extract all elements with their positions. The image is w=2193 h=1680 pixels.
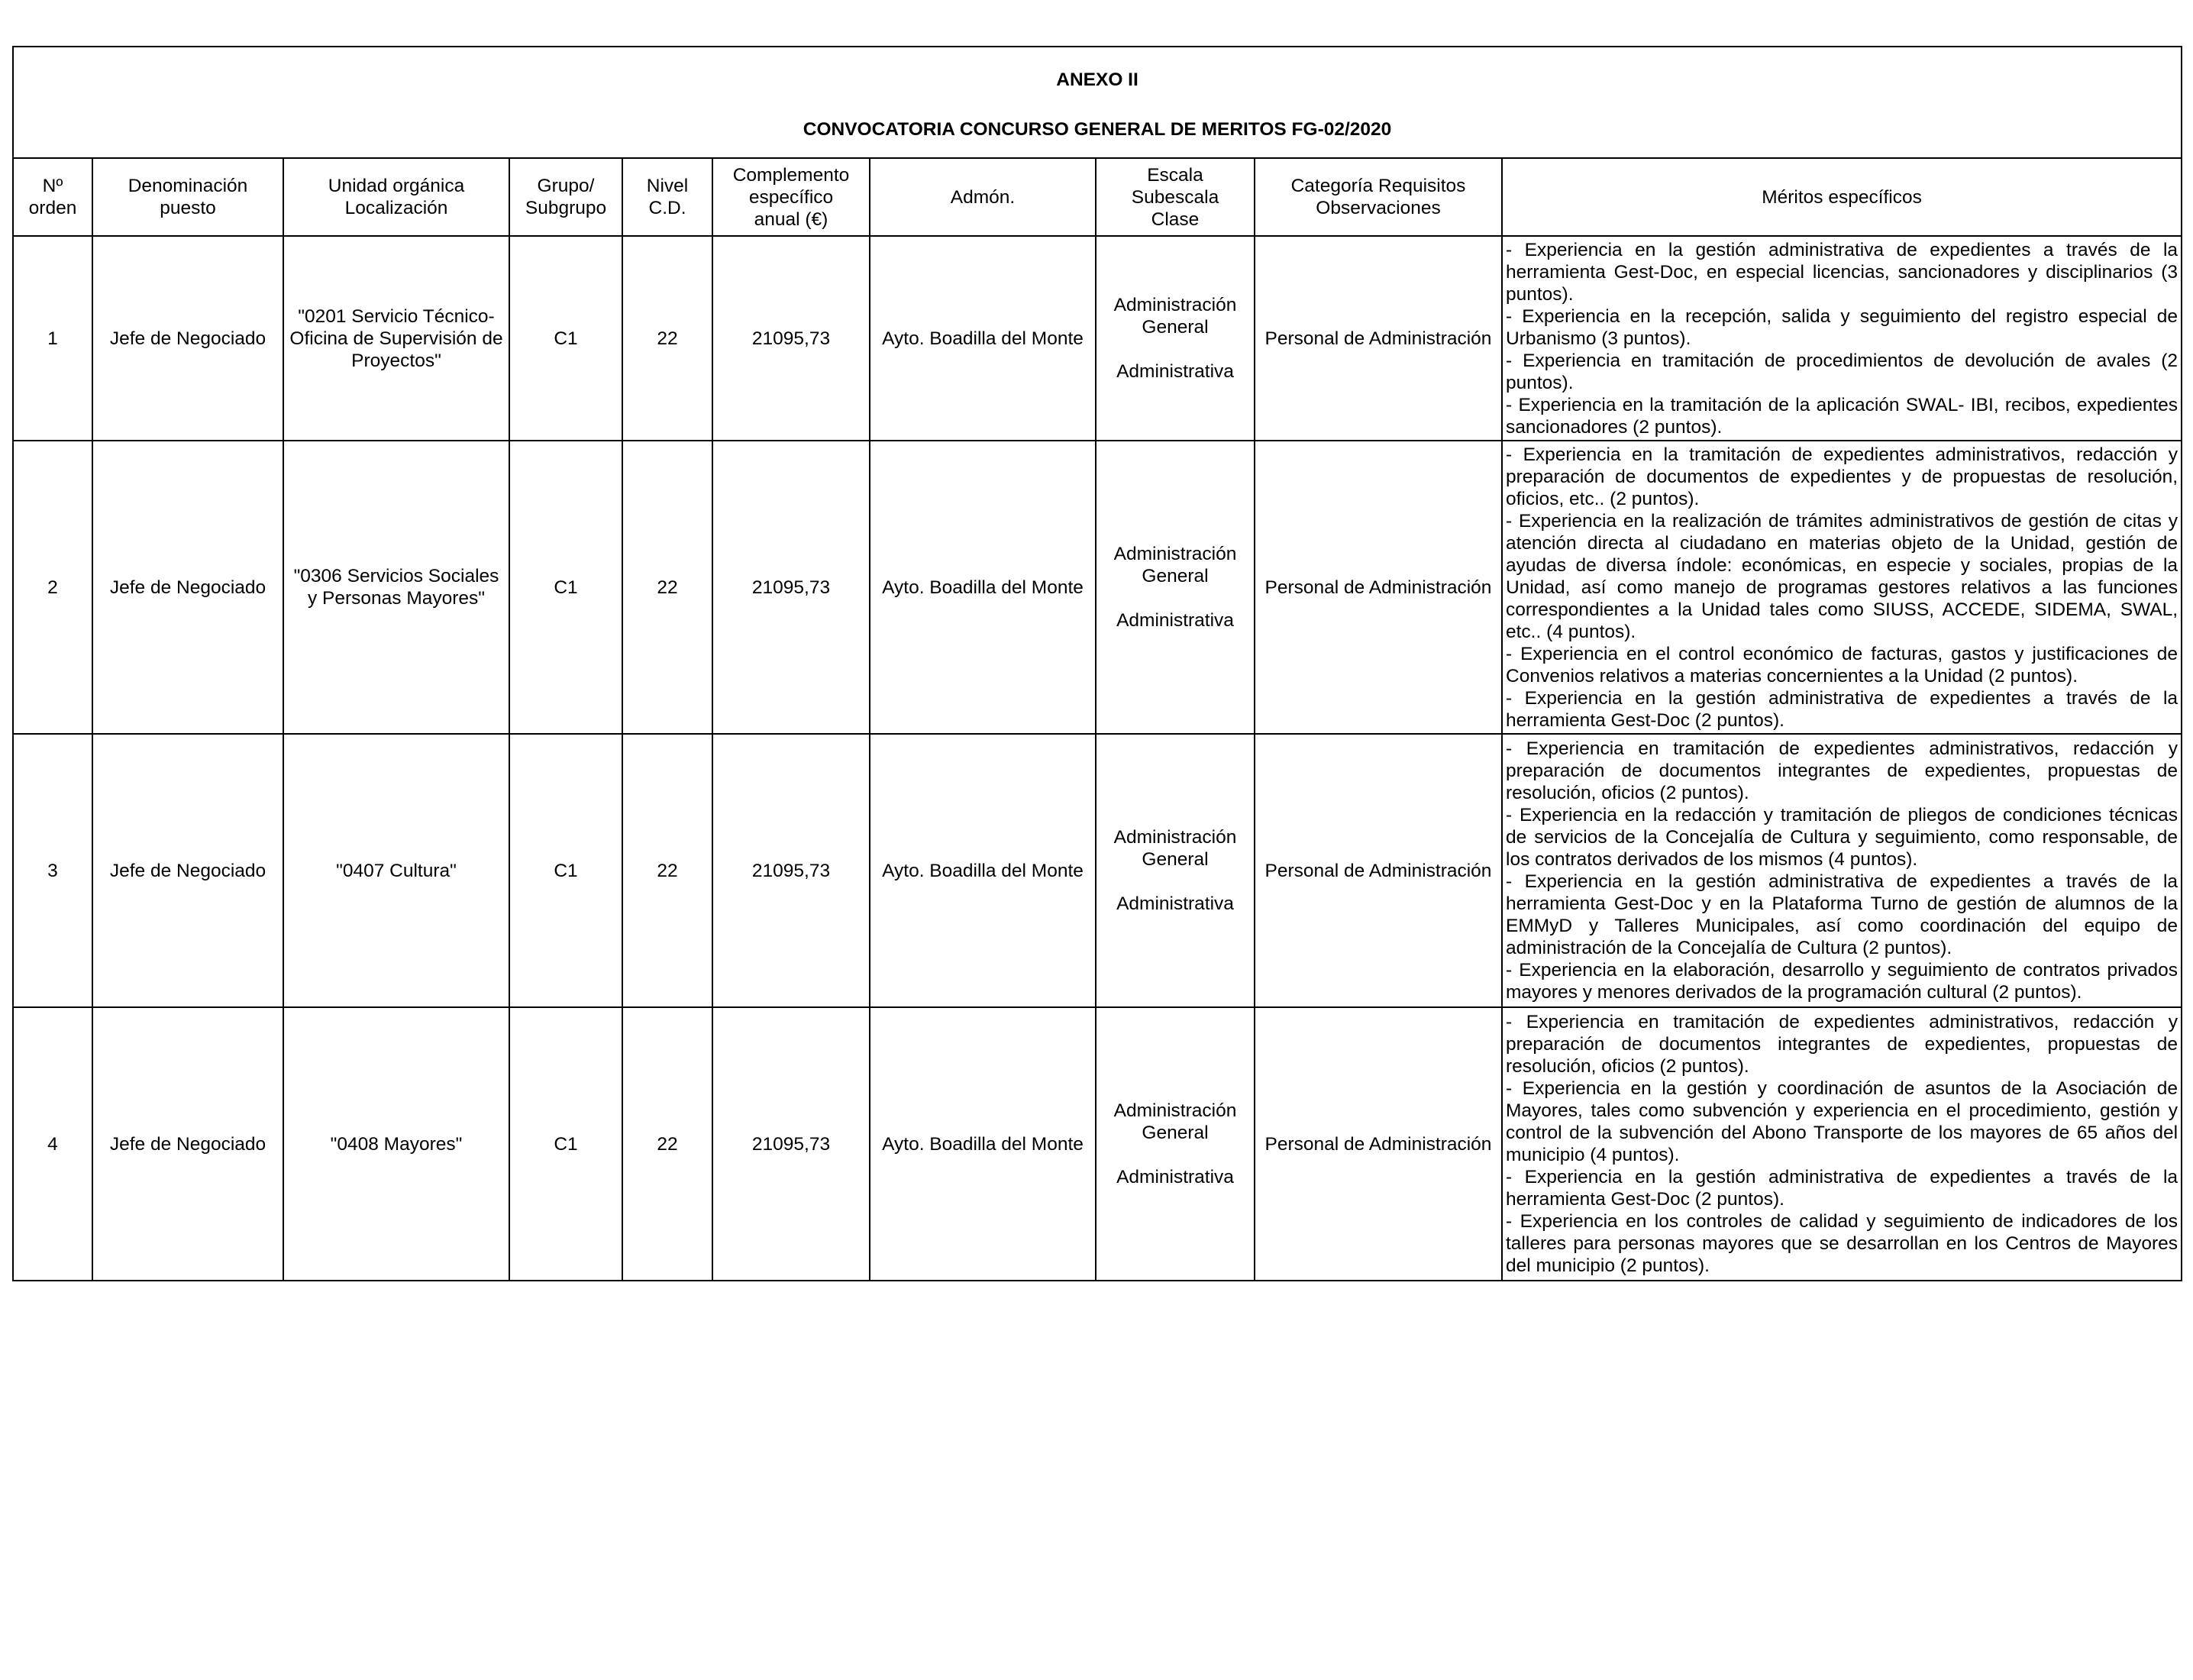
row-scale-line2: General: [1142, 317, 1209, 338]
header-group: [509, 158, 622, 236]
annex-sheet: [12, 46, 2181, 1281]
header-complement: [712, 158, 870, 236]
row-merits: [1502, 441, 2182, 734]
header-row: [13, 158, 2182, 236]
row-category: Personal de Administración: [1255, 236, 1502, 441]
row-order: 3: [13, 734, 92, 1007]
merit-item: - Experiencia en tramitación de expedientes administrativos, redacción y preparación de documentos integrantes de expedientes, propuestas de resolución, oficios (2 puntos).: [1506, 738, 2178, 803]
row-level: 22: [622, 236, 712, 441]
row-unit: "0407 Cultura": [283, 734, 509, 1007]
header-category-line1: Categoría Requisitos: [1290, 176, 1466, 196]
merit-item: - Experiencia en la elaboración, desarrollo y seguimiento de contratos privados mayores y menores derivados de la programación cultural (2 puntos).: [1506, 960, 2178, 1003]
header-merits: Méritos específicos: [1502, 158, 2182, 236]
header-complement-line3: anual (€): [754, 208, 828, 230]
row-category: Personal de Administración: [1255, 441, 1502, 734]
row-position: Jefe de Negociado: [92, 734, 283, 1007]
merit-item: - Experiencia en la tramitación de expedientes administrativos, redacción y preparación de documentos de expedientes y de propuestas de resolución, oficios, etc.. (2 puntos).: [1506, 444, 2178, 509]
row-complement: 21095,73: [712, 441, 870, 734]
header-group-line1: Grupo/: [537, 176, 595, 196]
row-scale-line3: Administrativa: [1116, 610, 1234, 631]
row-position: Jefe de Negociado: [92, 441, 283, 734]
row-admin: Ayto. Boadilla del Monte: [870, 1007, 1096, 1281]
merit-item: - Experiencia en la redacción y tramitación de pliegos de condiciones técnicas de servicios de la Concejalía de Cultura y seguimiento, como responsable, de los contratos derivados de los mismos (4 puntos).: [1506, 805, 2178, 870]
row-scale-line1: Administración: [1113, 544, 1237, 564]
header-category-line2: Observaciones: [1316, 198, 1441, 218]
row-scale-line3: Administrativa: [1116, 893, 1234, 914]
row-level: 22: [622, 441, 712, 734]
row-scale-line1: Administración: [1113, 1100, 1237, 1121]
row-scale-line3: Administrativa: [1116, 361, 1234, 382]
row-order: 1: [13, 236, 92, 441]
header-position-line2: puesto: [160, 198, 216, 218]
header-order-line2: orden: [28, 198, 77, 218]
row-admin: Ayto. Boadilla del Monte: [870, 236, 1096, 441]
row-admin: Ayto. Boadilla del Monte: [870, 734, 1096, 1007]
title-block: [13, 47, 2182, 158]
row-group: C1: [509, 734, 622, 1007]
header-complement-line1: Complemento: [732, 164, 850, 186]
row-scale: [1096, 734, 1255, 1007]
header-level-line2: C.D.: [648, 198, 686, 218]
row-scale-line3: Administrativa: [1116, 1167, 1234, 1187]
annex-title: ANEXO II: [1056, 69, 1138, 90]
header-position: [92, 158, 283, 236]
merits-table: [12, 46, 2182, 1281]
row-order: 4: [13, 1007, 92, 1281]
row-unit: "0306 Servicios Sociales y Personas Mayores": [283, 441, 509, 734]
row-scale: [1096, 441, 1255, 734]
row-group: C1: [509, 236, 622, 441]
merit-item: - Experiencia en la tramitación de la aplicación SWAL- IBI, recibos, expedientes sancionadores (2 puntos).: [1506, 394, 2178, 438]
header-group-line2: Subgrupo: [525, 198, 607, 218]
header-level-line1: Nivel: [646, 176, 689, 196]
header-scale-line3: Clase: [1151, 208, 1200, 230]
header-scale-line2: Subescala: [1131, 186, 1219, 208]
header-scale-line1: Escala: [1147, 164, 1203, 186]
row-complement: 21095,73: [712, 236, 870, 441]
merit-item: - Experiencia en tramitación de procedimientos de devolución de avales (2 puntos).: [1506, 350, 2178, 393]
merit-item: - Experiencia en la gestión administrativa de expedientes a través de la herramienta Gest-Doc y en la Plataforma Turno de gestión de alumnos de la EMMyD y Talleres Municipales, así como coordinación del equipo de administración de la Concejalía de Cultura (2 puntos).: [1506, 871, 2178, 958]
row-scale: [1096, 236, 1255, 441]
row-merits: [1502, 734, 2182, 1007]
header-category: [1255, 158, 1502, 236]
row-merits: [1502, 236, 2182, 441]
row-position: Jefe de Negociado: [92, 1007, 283, 1281]
row-merits: [1502, 1007, 2182, 1281]
merit-item: - Experiencia en la recepción, salida y seguimiento del registro especial de Urbanismo (3 puntos).: [1506, 305, 2178, 349]
merit-item: - Experiencia en tramitación de expedientes administrativos, redacción y preparación de documentos integrantes de expedientes, propuestas de resolución, oficios (2 puntos).: [1506, 1012, 2178, 1077]
row-scale-line1: Administración: [1113, 827, 1237, 848]
row-group: C1: [509, 1007, 622, 1281]
merit-item: - Experiencia en la gestión administrativa de expedientes a través de la herramienta Gest-Doc, en especial licencias, sancionadores y disciplinarios (3 puntos).: [1506, 239, 2178, 305]
table-row: [13, 1007, 2182, 1281]
row-scale: [1096, 1007, 1255, 1281]
row-admin: Ayto. Boadilla del Monte: [870, 441, 1096, 734]
merit-item: - Experiencia en la gestión administrativa de expedientes a través de la herramienta Gest-Doc (2 puntos).: [1506, 1167, 2178, 1210]
header-level: [622, 158, 712, 236]
row-position: Jefe de Negociado: [92, 236, 283, 441]
merit-item: - Experiencia en los controles de calidad y seguimiento de indicadores de los talleres para personas mayores que se desarrollan en los Centros de Mayores del municipio (2 puntos).: [1506, 1211, 2178, 1276]
header-unit: [283, 158, 509, 236]
merit-item: - Experiencia en la gestión y coordinación de asuntos de la Asociación de Mayores, tales como subvención y experiencia en el procedimiento, gestión y control de la subvención del Abono Transporte de los mayores de 65 años del municipio (4 puntos).: [1506, 1078, 2178, 1165]
row-group: C1: [509, 441, 622, 734]
header-admin: Admón.: [870, 158, 1096, 236]
row-scale-line2: General: [1142, 849, 1209, 870]
row-complement: 21095,73: [712, 734, 870, 1007]
row-order: 2: [13, 441, 92, 734]
call-title: CONVOCATORIA CONCURSO GENERAL DE MERITOS FG-02/2020: [803, 119, 1392, 140]
row-level: 22: [622, 734, 712, 1007]
row-category: Personal de Administración: [1255, 1007, 1502, 1281]
row-scale-line1: Administración: [1113, 295, 1237, 315]
header-unit-line2: Localización: [344, 198, 448, 218]
table-row: [13, 441, 2182, 734]
header-order-line1: Nº: [42, 176, 63, 196]
merit-item: - Experiencia en la realización de trámites administrativos de gestión de citas y atención directa al ciudadano en materias objeto de la Unidad, gestión de ayudas de diversa índole: económicas, en especie y sociales, propias de la Unidad, así como manejo de programas gestores relativos a las funciones correspondientes a la Unidad tales como SIUSS, ACCEDE, SIDEMA, SWAL, etc.. (4 puntos).: [1506, 510, 2178, 642]
row-scale-line2: General: [1142, 566, 1209, 586]
row-category: Personal de Administración: [1255, 734, 1502, 1007]
row-unit: "0201 Servicio Técnico-Oficina de Supervisión de Proyectos": [283, 236, 509, 441]
table-row: [13, 734, 2182, 1007]
table-row: [13, 236, 2182, 441]
header-position-line1: Denominación: [128, 176, 248, 196]
header-order: [13, 158, 92, 236]
merit-item: - Experiencia en la gestión administrativa de expedientes a través de la herramienta Gest-Doc (2 puntos).: [1506, 687, 2178, 731]
header-complement-line2: específico: [748, 186, 834, 208]
row-scale-line2: General: [1142, 1123, 1209, 1143]
header-unit-line1: Unidad orgánica: [328, 176, 465, 196]
row-complement: 21095,73: [712, 1007, 870, 1281]
merit-item: - Experiencia en el control económico de facturas, gastos y justificaciones de Convenios relativos a materias concernientes a la Unidad (2 puntos).: [1506, 643, 2178, 687]
header-scale: [1096, 158, 1255, 236]
row-unit: "0408 Mayores": [283, 1007, 509, 1281]
row-level: 22: [622, 1007, 712, 1281]
